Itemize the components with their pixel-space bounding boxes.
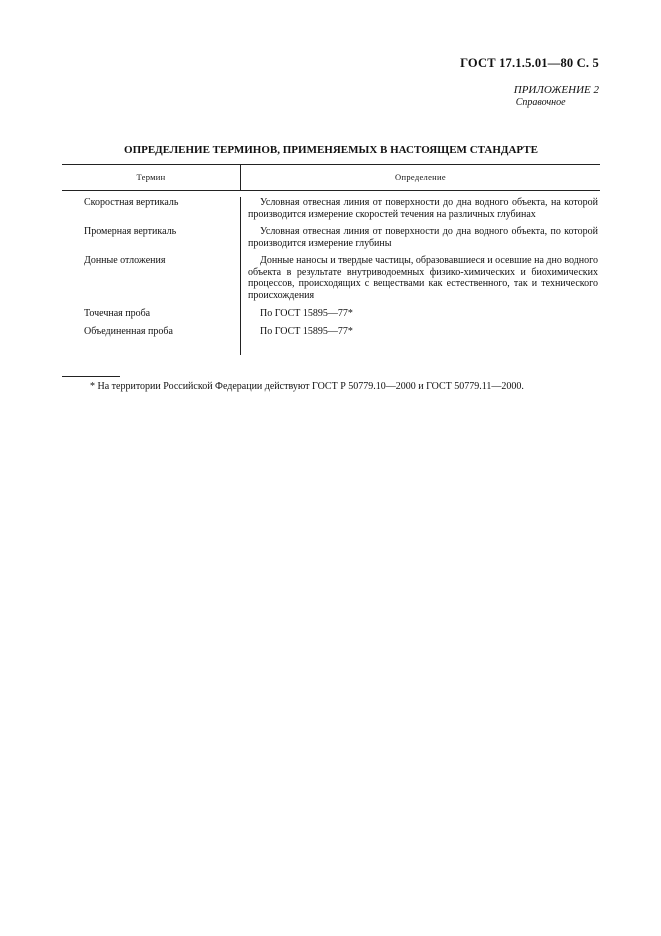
table-row [62,308,600,320]
terms-table [62,164,600,337]
footnote-divider [62,376,120,377]
definition-cell: По ГОСТ 15895—77* [260,308,353,319]
table-row [62,326,600,338]
appendix-label: ПРИЛОЖЕНИЕ 2 [513,84,599,96]
term-cell: Скоростная вертикаль [84,197,179,208]
table-header [62,164,600,191]
term-cell: Объединенная проба [84,325,173,337]
definition-cell: Условная отвесная линия от поверхности до дна водного объекта, на которой производится измерение скоростей течения на различных глубинах [248,197,598,220]
table-row [62,226,600,249]
page-title: ОПРЕДЕЛЕНИЕ ТЕРМИНОВ, ПРИМЕНЯЕМЫХ В НАСТОЯЩЕМ СТАНДАРТЕ [124,144,538,156]
footnote: * На территории Российской Федерации действуют ГОСТ Р 50779.10—2000 и ГОСТ 50779.11—2000. [90,381,524,392]
appendix-kind: Справочное [515,97,566,108]
column-header-definition: Определение [395,172,446,182]
definition-cell: По ГОСТ 15895—77* [260,325,353,337]
definition-cell: Донные наносы и твердые частицы, образовавшиеся и осевшие на дно водного объекта в результате внутриводоемных физико-химических и биохимических процессов, происходящих с веществами как естественного, так и технического происхождения [248,255,599,301]
column-header-term: Термин [62,165,241,190]
term-cell: Донные отложения [84,255,166,266]
term-cell: Точечная проба [84,308,151,319]
term-cell: Промерная вертикаль [84,226,177,237]
table-row [62,255,600,301]
column-divider [240,197,241,355]
appendix-block [514,84,599,108]
table-row [62,197,600,220]
standard-header: ГОСТ 17.1.5.01—80 С. 5 [460,56,599,70]
definition-cell: Условная отвесная линия от поверхности до дна водного объекта, по которой производится измерение глубины [248,226,598,249]
table-body [62,197,600,337]
